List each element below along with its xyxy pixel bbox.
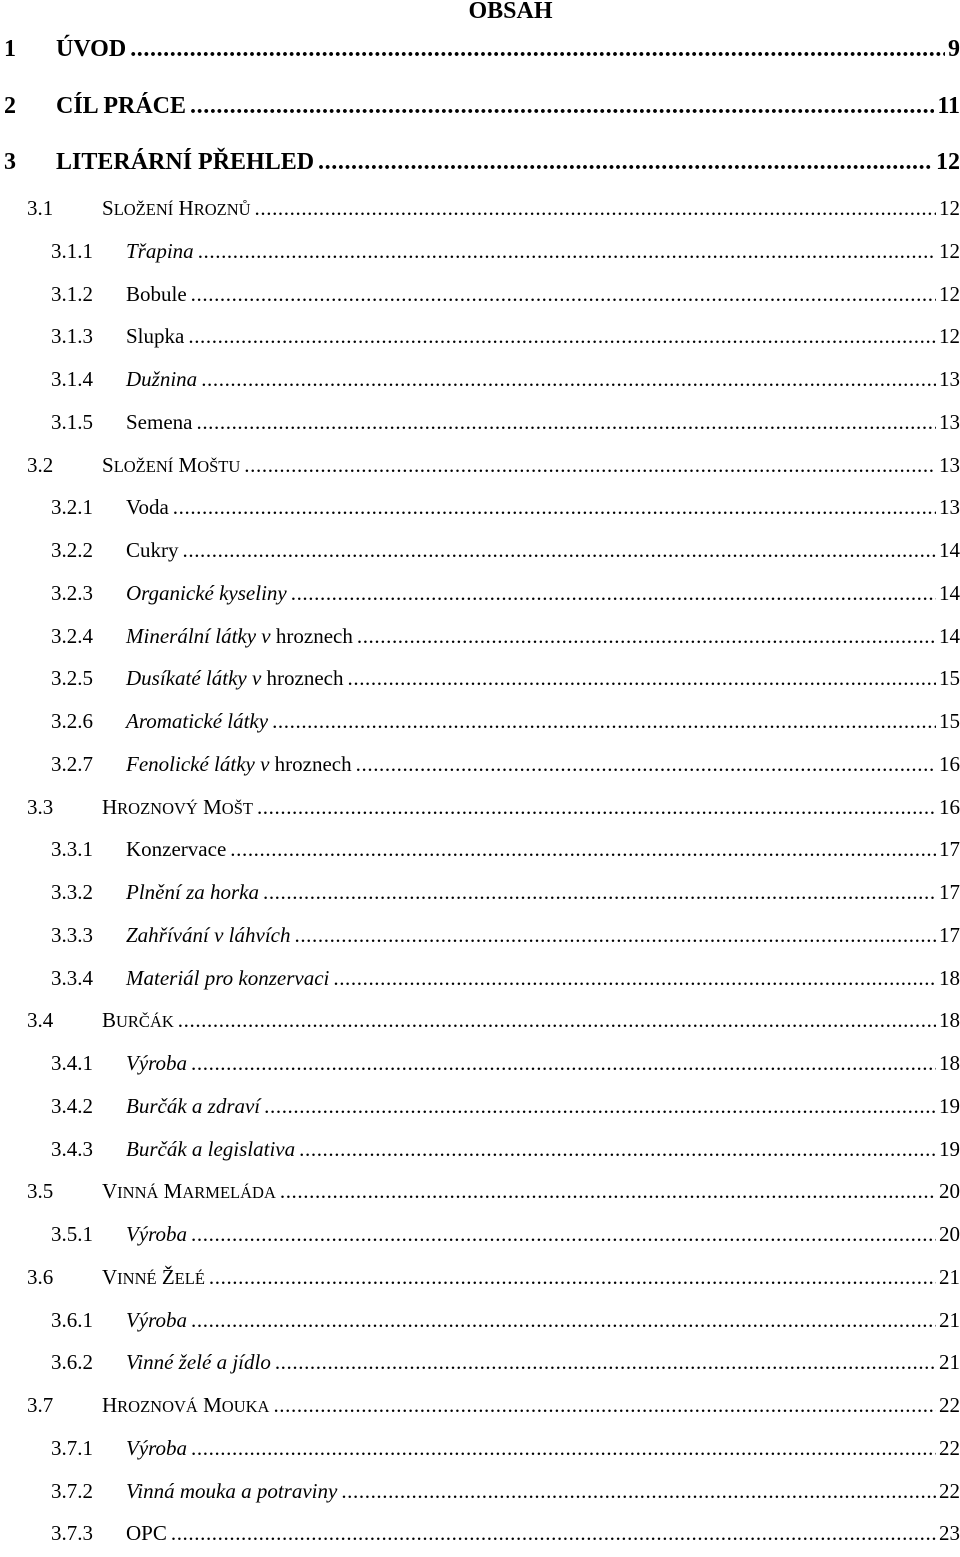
toc-entry-number: 3.6.2 bbox=[51, 1350, 93, 1375]
toc-leader-dots bbox=[209, 1265, 936, 1290]
toc-entry-page: 19 bbox=[939, 1093, 960, 1118]
toc-entry-title: Výroba bbox=[126, 1307, 188, 1332]
toc-entry-title: Plnění za horka bbox=[126, 880, 259, 904]
toc-entry-page: 20 bbox=[939, 1222, 960, 1246]
toc-leader-dots bbox=[178, 1008, 936, 1033]
toc-entry-title: Vinné želé a jídlo bbox=[126, 1350, 271, 1375]
toc-entry[interactable] bbox=[51, 966, 960, 991]
toc-entry-title: SLOŽENÍ MOŠTU bbox=[102, 452, 241, 477]
toc-entry-number: 3.3 bbox=[27, 794, 54, 819]
page-title: OBSAH bbox=[468, 0, 553, 24]
toc-entry[interactable] bbox=[51, 581, 960, 606]
toc-entry-title: Semena bbox=[126, 409, 193, 434]
toc-entry-page: 15 bbox=[939, 709, 960, 733]
toc-entry-page: 9 bbox=[948, 36, 960, 62]
toc-entry-title: Fenolické látky v hroznech bbox=[126, 751, 352, 776]
toc-leader-dots bbox=[130, 36, 945, 63]
toc-entry[interactable] bbox=[51, 282, 960, 307]
toc-leader-dots bbox=[173, 495, 936, 520]
toc-entry-title: Burčák a legislativa bbox=[126, 1136, 296, 1161]
toc-leader-dots bbox=[191, 1222, 936, 1247]
toc-entry-number: 3.5.1 bbox=[51, 1222, 93, 1246]
toc-entry[interactable] bbox=[51, 1137, 960, 1162]
toc-entry[interactable] bbox=[51, 495, 960, 520]
toc-entry-title: Třapina bbox=[126, 238, 194, 263]
toc-entry[interactable] bbox=[51, 239, 960, 264]
toc-entry-page: 17 bbox=[939, 880, 960, 904]
toc-entry-title: Konzervace bbox=[126, 837, 227, 862]
toc-entry-number: 2 bbox=[4, 92, 16, 119]
toc-entry[interactable] bbox=[27, 1008, 960, 1033]
toc-entry-page: 12 bbox=[939, 281, 960, 306]
toc-entry-number: 3.1.5 bbox=[51, 409, 93, 434]
toc-entry-number: 3.4.3 bbox=[51, 1136, 93, 1161]
toc-entry-title: Materiál pro konzervaci bbox=[126, 965, 330, 990]
toc-entry[interactable] bbox=[27, 1265, 960, 1290]
toc-entry-page: 17 bbox=[939, 837, 960, 862]
toc-entry-number: 3.4 bbox=[27, 1008, 54, 1033]
toc-leader-dots bbox=[291, 581, 936, 606]
toc-entry-number: 3.7.3 bbox=[51, 1521, 93, 1546]
toc-entry-page: 13 bbox=[939, 409, 960, 434]
toc-entry-page: 12 bbox=[939, 196, 960, 220]
toc-entry-number: 3.3.4 bbox=[51, 965, 93, 990]
toc-entry-page: 12 bbox=[939, 238, 960, 263]
toc-entry-title: Výroba bbox=[126, 1051, 188, 1075]
toc-entry-title: Minerální látky v hroznech bbox=[126, 623, 353, 648]
toc-entry-number: 3.1 bbox=[27, 196, 54, 220]
toc-leader-dots bbox=[183, 538, 937, 563]
toc-entry[interactable] bbox=[51, 1436, 960, 1461]
toc-entry-number: 3.7 bbox=[27, 1393, 54, 1417]
toc-entry-title: Burčák a zdraví bbox=[126, 1093, 261, 1118]
toc-entry-title: SLOŽENÍ HROZNŮ bbox=[102, 196, 251, 220]
toc-entry-page: 20 bbox=[939, 1179, 960, 1204]
toc-entry-page: 17 bbox=[939, 922, 960, 947]
toc-entry[interactable] bbox=[51, 709, 960, 734]
toc-entry-page: 13 bbox=[939, 367, 960, 391]
toc-entry[interactable] bbox=[51, 1479, 960, 1504]
toc-leader-dots bbox=[191, 1308, 936, 1333]
toc-entry[interactable] bbox=[0, 36, 960, 63]
toc-leader-dots bbox=[171, 1521, 936, 1546]
toc-leader-dots bbox=[273, 1393, 936, 1418]
toc-entry-title: Slupka bbox=[126, 324, 185, 349]
toc-entry-number: 3.1.1 bbox=[51, 238, 93, 263]
toc-entry-number: 3.2 bbox=[27, 452, 54, 477]
toc-leader-dots bbox=[264, 1094, 936, 1119]
toc-entry[interactable] bbox=[51, 1308, 960, 1333]
toc-entry-page: 16 bbox=[939, 751, 960, 776]
toc-entry-number: 3.1.4 bbox=[51, 367, 93, 391]
toc-entry[interactable] bbox=[51, 367, 960, 392]
toc-entry-title: Zahřívání v láhvích bbox=[126, 922, 291, 947]
toc-entry[interactable] bbox=[0, 93, 960, 120]
toc-entry[interactable] bbox=[51, 624, 960, 649]
toc-leader-dots bbox=[333, 966, 936, 991]
toc-leader-dots bbox=[255, 196, 936, 221]
toc-entry-number: 3.2.2 bbox=[51, 538, 93, 562]
toc-entry-page: 19 bbox=[939, 1136, 960, 1161]
toc-entry[interactable] bbox=[51, 880, 960, 905]
toc-entry-page: 22 bbox=[939, 1393, 960, 1417]
toc-entry-title: Dužnina bbox=[126, 367, 198, 391]
toc-entry-page: 16 bbox=[939, 794, 960, 819]
toc-entry-title: BURČÁK bbox=[102, 1008, 174, 1033]
toc-entry[interactable] bbox=[51, 538, 960, 563]
toc-entry-title: VINNÁ MARMELÁDA bbox=[102, 1179, 276, 1204]
toc-entry-number: 3.4.1 bbox=[51, 1051, 93, 1075]
toc-leader-dots bbox=[257, 795, 936, 820]
toc-entry-page: 14 bbox=[939, 538, 960, 562]
toc-leader-dots bbox=[357, 624, 936, 649]
toc-leader-dots bbox=[275, 1350, 936, 1375]
toc-entry-title: Cukry bbox=[126, 538, 179, 562]
toc-entry-title: Výroba bbox=[126, 1222, 188, 1246]
toc-leader-dots bbox=[196, 410, 936, 435]
toc-leader-dots bbox=[201, 367, 936, 392]
toc-leader-dots bbox=[356, 752, 936, 777]
toc-entry-title: CÍL PRÁCE bbox=[56, 92, 187, 119]
toc-entry-title: OPC bbox=[126, 1521, 167, 1546]
toc-entry-page: 12 bbox=[939, 324, 960, 349]
toc-entry[interactable] bbox=[27, 795, 960, 820]
toc-entry-number: 3.1.2 bbox=[51, 281, 93, 306]
toc-entry-title: ÚVOD bbox=[56, 36, 127, 62]
toc-entry-number: 3.1.3 bbox=[51, 324, 93, 349]
toc-entry-number: 3.7.1 bbox=[51, 1435, 93, 1460]
toc-entry-page: 12 bbox=[936, 149, 960, 175]
toc-entry[interactable] bbox=[27, 196, 960, 221]
toc-entry-page: 13 bbox=[939, 452, 960, 477]
toc-entry[interactable] bbox=[51, 1521, 960, 1546]
toc-entry-page: 18 bbox=[939, 1008, 960, 1033]
toc-entry-page: 18 bbox=[939, 1051, 960, 1075]
toc-entry[interactable] bbox=[27, 1179, 960, 1204]
toc-leader-dots bbox=[272, 709, 936, 734]
toc-entry-title: Vinná mouka a potraviny bbox=[126, 1478, 338, 1503]
toc-entry[interactable] bbox=[51, 1222, 960, 1247]
toc-leader-dots bbox=[318, 149, 933, 176]
toc-entry-title: VINNÉ ŽELÉ bbox=[102, 1264, 205, 1289]
toc-entry-page: 15 bbox=[939, 666, 960, 691]
toc-entry-page: 14 bbox=[939, 580, 960, 605]
toc-entry-number: 3.2.3 bbox=[51, 580, 93, 605]
toc-entry-title: Aromatické látky bbox=[126, 709, 269, 733]
toc-entry[interactable] bbox=[51, 410, 960, 435]
toc-entry-page: 21 bbox=[939, 1350, 960, 1375]
toc-leader-dots bbox=[299, 1137, 936, 1162]
toc-leader-dots bbox=[230, 837, 936, 862]
toc-entry-number: 3.7.2 bbox=[51, 1478, 93, 1503]
toc-leader-dots bbox=[191, 1051, 936, 1076]
toc-entry[interactable] bbox=[0, 149, 960, 176]
toc-entry-number: 3.6.1 bbox=[51, 1307, 93, 1332]
toc-entry-title: HROZNOVÁ MOUKA bbox=[102, 1393, 270, 1417]
toc-entry-title: HROZNOVÝ MOŠT bbox=[102, 794, 253, 819]
toc-entry-number: 3.3.3 bbox=[51, 922, 93, 947]
toc-entry-page: 18 bbox=[939, 965, 960, 990]
toc-entry-page: 14 bbox=[939, 623, 960, 648]
toc-leader-dots bbox=[191, 1436, 936, 1461]
toc-entry-number: 3.2.7 bbox=[51, 751, 93, 776]
toc-entry-number: 3.2.5 bbox=[51, 666, 93, 691]
toc-entry-number: 3.6 bbox=[27, 1264, 54, 1289]
toc-entry[interactable] bbox=[51, 837, 960, 862]
toc-entry-title: Dusíkaté látky v hroznech bbox=[126, 666, 344, 691]
toc-entry[interactable] bbox=[51, 324, 960, 349]
toc-entry-number: 3.2.1 bbox=[51, 495, 93, 520]
toc-entry[interactable] bbox=[51, 1051, 960, 1076]
toc-leader-dots bbox=[190, 93, 934, 120]
toc-entry-page: 22 bbox=[939, 1435, 960, 1460]
toc-entry[interactable] bbox=[51, 1350, 960, 1375]
toc-entry-number: 3.5 bbox=[27, 1179, 54, 1204]
toc-entry-number: 3.4.2 bbox=[51, 1093, 93, 1118]
toc-leader-dots bbox=[294, 923, 936, 948]
toc-leader-dots bbox=[244, 453, 936, 478]
toc-entry-title: LITERÁRNÍ PŘEHLED bbox=[56, 149, 315, 175]
toc-entry[interactable] bbox=[27, 453, 960, 478]
toc-entry-number: 1 bbox=[4, 36, 16, 62]
toc-entry[interactable] bbox=[27, 1393, 960, 1418]
toc-leader-dots bbox=[191, 282, 936, 307]
toc-entry-page: 21 bbox=[939, 1264, 960, 1289]
toc-leader-dots bbox=[198, 239, 936, 264]
toc-leader-dots bbox=[263, 880, 936, 905]
toc-leader-dots bbox=[188, 324, 936, 349]
toc-entry-number: 3.3.2 bbox=[51, 880, 93, 904]
toc-leader-dots bbox=[341, 1479, 936, 1504]
toc-entry[interactable] bbox=[51, 923, 960, 948]
toc-entry-page: 13 bbox=[939, 495, 960, 520]
toc-entry-number: 3 bbox=[4, 149, 16, 175]
toc-entry-number: 3.2.6 bbox=[51, 709, 93, 733]
toc-entry-page: 11 bbox=[937, 92, 960, 119]
toc-entry-page: 23 bbox=[939, 1521, 960, 1546]
toc-entry-title: Organické kyseliny bbox=[126, 580, 287, 605]
toc-entry-title: Výroba bbox=[126, 1435, 188, 1460]
toc-entry[interactable] bbox=[51, 666, 960, 691]
toc-leader-dots bbox=[348, 666, 937, 691]
toc-entry-number: 3.3.1 bbox=[51, 837, 93, 862]
toc-entry-title: Voda bbox=[126, 495, 169, 520]
toc-entry-page: 21 bbox=[939, 1307, 960, 1332]
toc-entry-page: 22 bbox=[939, 1478, 960, 1503]
toc-entry[interactable] bbox=[51, 752, 960, 777]
toc-entry-number: 3.2.4 bbox=[51, 623, 93, 648]
toc-leader-dots bbox=[280, 1179, 936, 1204]
toc-entry[interactable] bbox=[51, 1094, 960, 1119]
toc-entry-title: Bobule bbox=[126, 281, 187, 306]
